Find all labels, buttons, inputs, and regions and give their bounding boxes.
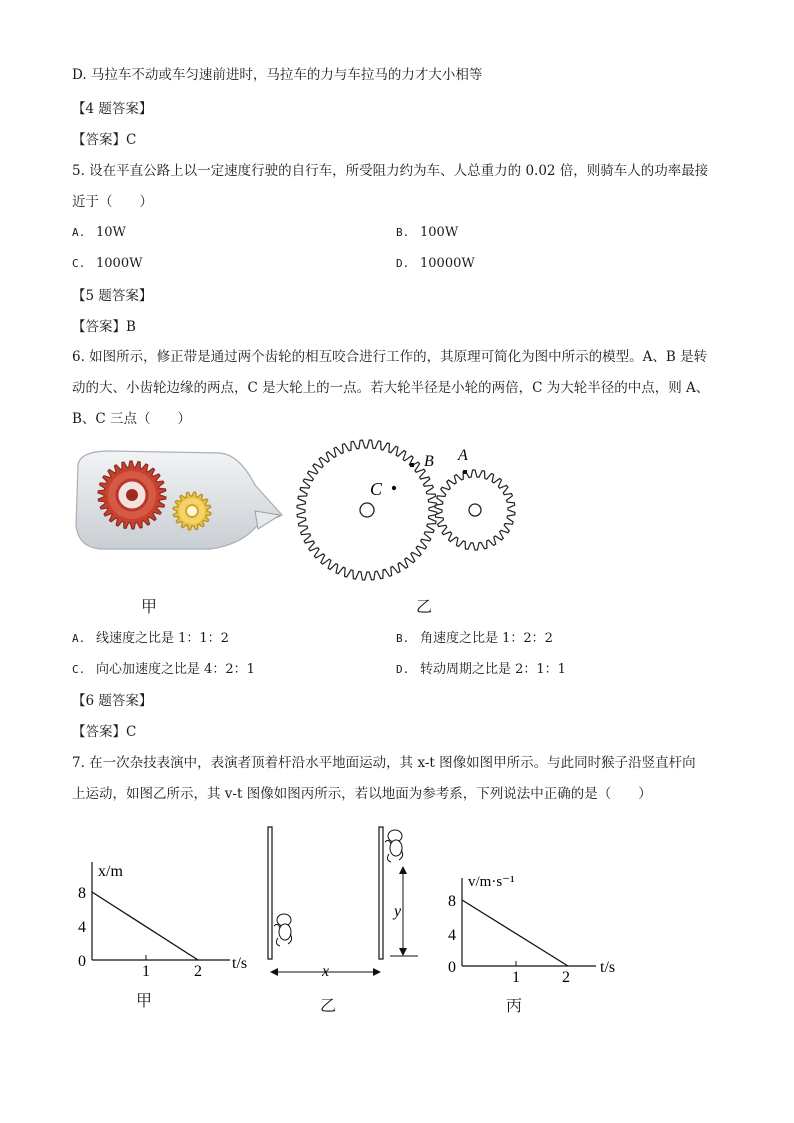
label-x: x [322,963,330,980]
q6-answer: 【答案】C [72,724,137,740]
y-arrow-bottom [399,948,407,956]
figure6-caption-jia: 甲 [141,597,158,616]
xt-data-line [92,892,198,960]
q6-option-a: A. 线速度之比是 1：1：2 [72,631,229,646]
q6-answer-header: 【6 题答案】 [72,693,153,709]
big-gear-hub [360,503,374,517]
pole-start [268,827,272,959]
q5-stem-line2: 近于（ ） [72,194,153,210]
point-a-dot [463,470,467,474]
monkey-pole-diagram [258,822,438,982]
vt-xtick-1: 1 [512,969,520,986]
monkey-start-icon [274,914,292,946]
label-b: B [424,453,434,470]
label-c: C [370,479,383,499]
xt-ytick-4: 4 [78,919,86,936]
vt-ytick-4: 4 [448,927,456,944]
xt-ylabel: x/m [98,863,123,880]
q6-stem-line3: B、C 三点（ ） [72,411,192,427]
q7-stem-line2: 上运动，如图乙所示，其 v-t 图像如图丙所示，若以地面为参考系，下列说法中正确的是（ ） [72,786,652,802]
q5-option-b: B. 100W [396,225,459,240]
figure7-caption-yi: 乙 [320,996,337,1015]
q5-answer-header: 【5 题答案】 [72,288,153,304]
q5-option-c: C. 1000W [72,256,143,271]
xt-xtick-2: 2 [194,963,202,980]
vt-xlabel: t/s [600,959,616,976]
q4-option-d: D. 马拉车不动或车匀速前进时，马拉车的力与车拉马的力才大小相等 [72,67,483,83]
vt-ytick-8: 8 [448,893,456,910]
q4-answer-header: 【4 题答案】 [72,101,153,117]
point-b-dot [410,463,414,467]
vt-xtick-2: 2 [562,969,570,986]
vt-ytick-0: 0 [448,959,456,976]
pole-end [379,827,383,959]
q5-answer: 【答案】B [72,319,136,335]
y-arrow-top [399,866,407,874]
small-gear-hub [469,504,481,516]
label-y: y [394,903,402,920]
q6-stem-line2: 动的大、小齿轮边缘的两点，C 是大轮上的一点。若大轮半径是小轮的两倍，C 为大轮半径的中点，则 A、 [72,380,710,396]
q5-option-a: A. 10W [72,225,126,240]
q6-option-c: C. 向心加速度之比是 4：2：1 [72,662,255,677]
q4-answer: 【答案】C [72,132,137,148]
correction-tape-photo [70,445,290,560]
figure7-caption-bing: 丙 [506,996,523,1015]
gear-model-diagram [290,430,530,590]
q7-stem-line1: 7. 在一次杂技表演中，表演者顶着杆沿水平地面运动，其 x-t 图像如图甲所示。与此同时猴子沿竖直杆向 [72,755,696,771]
vt-data-line [462,900,568,966]
vt-graph-bing [444,864,634,1004]
xt-ytick-8: 8 [78,885,86,902]
monkey-end-icon [385,830,403,862]
x-arrow-right [373,968,381,976]
q6-option-b: B. 角速度之比是 1：2：2 [396,631,553,646]
x-arrow-left [270,968,278,976]
xt-graph-jia [70,852,260,1022]
figure7-caption-jia: 甲 [136,991,153,1010]
xt-xtick-1: 1 [142,963,150,980]
xt-xlabel: t/s [232,955,248,972]
q5-stem-line1: 5. 设在平直公路上以一定速度行驶的自行车，所受阻力约为车、人总重力的 0.02 倍，则骑车人的功率最接 [72,163,709,179]
figure6-caption-yi: 乙 [416,597,433,616]
q5-option-d: D. 10000W [396,256,475,271]
q6-option-d: D. 转动周期之比是 2：1：1 [396,662,566,677]
point-c-dot [392,486,396,490]
vt-ylabel: v/m·s⁻¹ [468,874,515,890]
xt-ytick-0: 0 [78,953,86,970]
label-a: A [458,447,468,464]
q6-stem-line1: 6. 如图所示，修正带是通过两个齿轮的相互咬合进行工作的，其原理可简化为图中所示的模型。A、B 是转 [72,349,708,365]
